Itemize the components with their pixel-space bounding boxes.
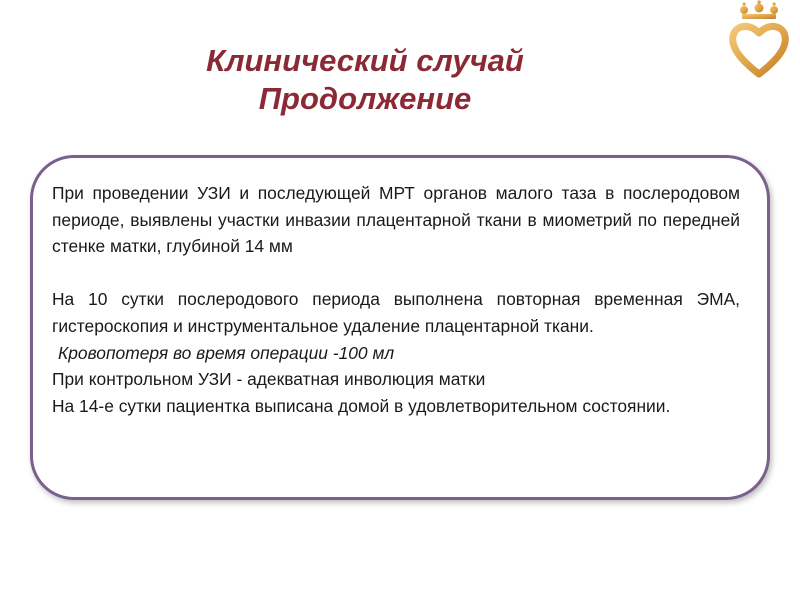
blood-loss-line: Кровопотеря во время операции -100 мл	[58, 342, 395, 363]
title-line-2: Продолжение	[258, 81, 472, 116]
control-uzi-line: При контрольном УЗИ - адекватная инволюция матки	[52, 369, 486, 390]
heart-icon	[733, 26, 786, 74]
paragraph-ema: На 10 сутки послеродового периода выполнена повторная временная ЭМА, гистероскопия и инструментальное удаление плацентарной ткани.	[52, 289, 740, 336]
crown-heart-icon	[728, 0, 790, 78]
content-text	[52, 180, 740, 419]
paragraph-uzi-mrt: При проведении УЗИ и последующей МРТ органов малого таза в послеродовом периоде, выявлены участки инвазии плацентарной ткани в миометрий по передней стенке матки, глубиной 14 мм	[52, 183, 740, 257]
crown-icon	[740, 0, 778, 19]
discharge-paragraph: На 14-е сутки пациентка выписана домой в удовлетворительном состоянии.	[52, 395, 671, 416]
slide-title	[150, 42, 580, 118]
title-line-1: Клинический случай	[206, 43, 524, 78]
